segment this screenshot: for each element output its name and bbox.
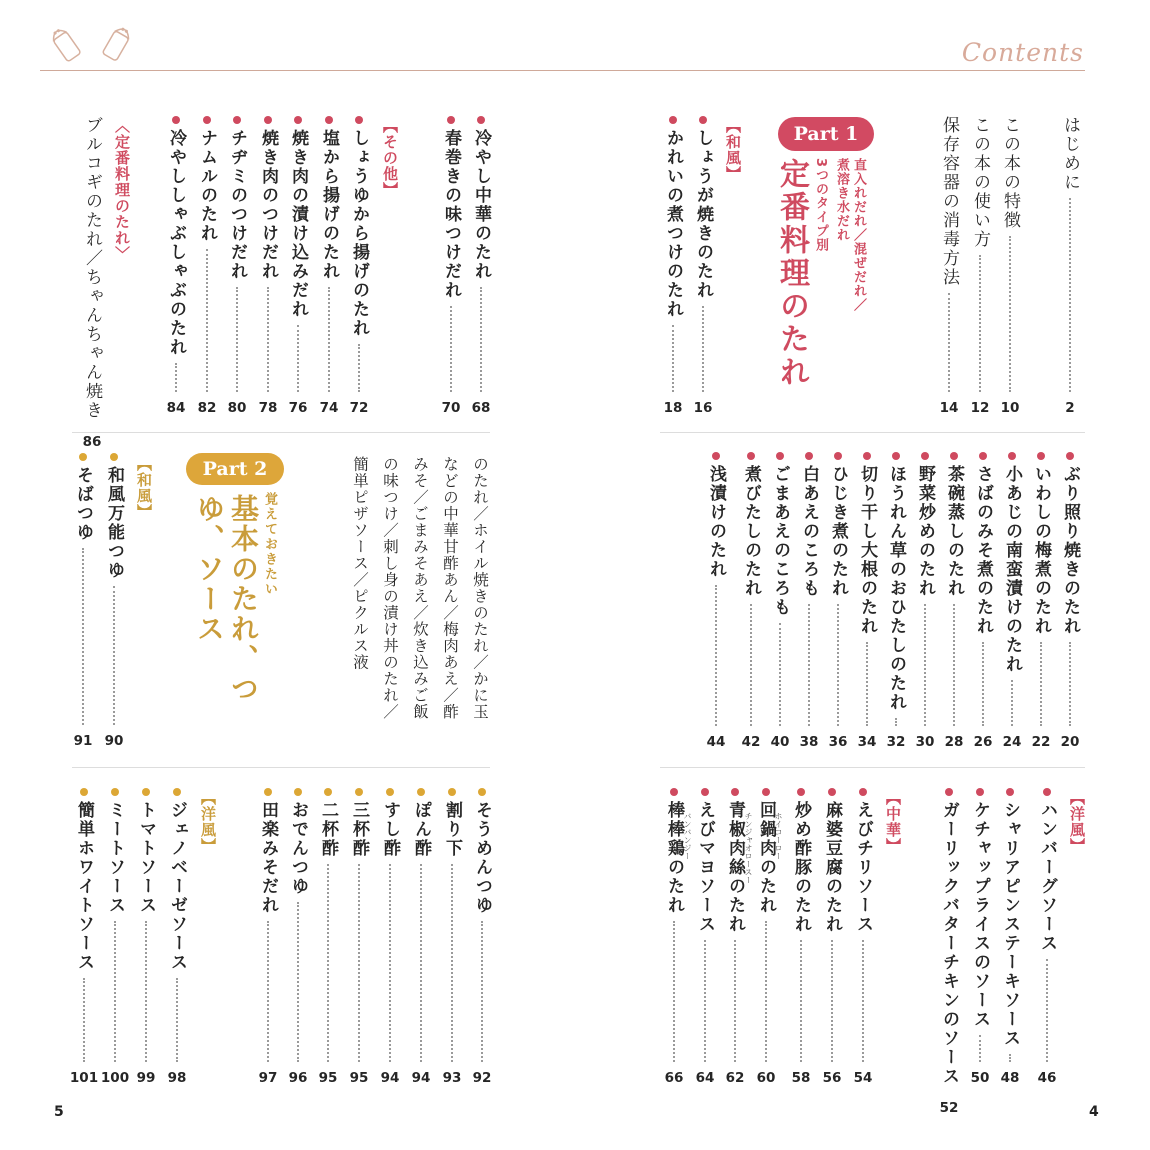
bullet-icon xyxy=(892,452,900,460)
bullet-icon xyxy=(386,788,394,796)
ruby-text: ホイコーロー xyxy=(774,812,783,860)
part2-badge: Part 2 xyxy=(186,453,284,485)
bullet-icon xyxy=(1006,788,1014,796)
toc-entry[interactable] xyxy=(817,788,847,1086)
toc-entry-title: 煮びたしのたれ xyxy=(741,465,761,598)
ruby-text: バンバンジー xyxy=(683,812,692,860)
toc-entry-page: 50 xyxy=(970,1070,990,1086)
bullet-icon xyxy=(417,788,425,796)
leader-dots xyxy=(358,344,360,392)
leader-dots xyxy=(1069,198,1071,392)
leader-dots xyxy=(267,287,269,392)
bullet-icon xyxy=(173,788,181,796)
leader-dots xyxy=(297,902,299,1062)
leader-dots xyxy=(808,604,810,726)
toc-entry[interactable] xyxy=(688,116,718,416)
toc-entry-title: シャリアピンステーキソース xyxy=(1000,801,1020,1048)
leader-dots xyxy=(866,642,868,726)
toc-entry-page: 99 xyxy=(136,1070,156,1086)
leader-dots xyxy=(113,586,115,725)
toc-entry-page: 56 xyxy=(822,1070,842,1086)
toc-entry[interactable] xyxy=(765,452,795,750)
toc-entry[interactable] xyxy=(192,116,222,416)
toc-entry[interactable] xyxy=(659,788,689,1086)
leader-dots xyxy=(82,548,84,725)
toc-entry-page: 72 xyxy=(349,400,369,416)
bullet-icon xyxy=(478,788,486,796)
toc-entry-title: チヂミのつけだれ xyxy=(227,129,247,281)
toc-entry-page: 98 xyxy=(167,1070,187,1086)
toc-entry-page: 54 xyxy=(853,1070,873,1086)
toc-entry-title: 春巻きの味つけだれ xyxy=(441,129,461,300)
toc-entry-title: ほうれん草のおひたしのたれ xyxy=(886,465,906,712)
toc-entry-page: 74 xyxy=(319,400,339,416)
leader-dots xyxy=(451,864,453,1062)
leader-dots xyxy=(715,585,717,726)
leader-dots xyxy=(175,363,177,392)
toc-entry[interactable] xyxy=(437,788,467,1086)
toc-entry-title: おでんつゆ xyxy=(288,801,308,896)
bullet-icon xyxy=(828,788,836,796)
toc-entry-page: 60 xyxy=(756,1070,776,1086)
bullet-icon xyxy=(1037,452,1045,460)
toc-entry[interactable] xyxy=(100,788,130,1086)
bullet-icon xyxy=(477,116,485,124)
bullet-icon xyxy=(945,788,953,796)
leader-dots xyxy=(297,325,299,392)
toc-entry-title: 和風万能つゆ xyxy=(104,466,124,580)
toc-entry-title: 塩から揚げのたれ xyxy=(319,129,339,281)
toc-entry-title: しょうが焼きのたれ xyxy=(693,129,713,300)
leader-dots xyxy=(420,864,422,1062)
toc-entry-title: 切り干し大根のたれ xyxy=(857,465,877,636)
toc-entry-page: 95 xyxy=(349,1070,369,1086)
bullet-icon xyxy=(264,116,272,124)
leader-dots xyxy=(895,718,897,726)
toc-entry[interactable] xyxy=(77,116,107,450)
leader-dots xyxy=(953,604,955,726)
leader-dots xyxy=(450,306,452,392)
bullet-icon xyxy=(203,116,211,124)
leader-dots xyxy=(1046,959,1048,1062)
toc-entry[interactable] xyxy=(314,116,344,416)
separator xyxy=(660,767,1085,768)
leader-dots xyxy=(1069,642,1071,726)
leader-dots xyxy=(480,287,482,392)
toc-entry-page: 82 xyxy=(197,400,217,416)
bullet-icon xyxy=(324,788,332,796)
pepper-shaker-icon xyxy=(96,20,142,64)
toc-entry-page: 97 xyxy=(258,1070,278,1086)
toc-entry-title: 白あえのころも xyxy=(799,465,819,598)
salt-shaker-icon xyxy=(42,20,88,64)
toc-entry-title: 簡単ホワイトソース xyxy=(74,801,94,972)
toc-entry-page: 96 xyxy=(288,1070,308,1086)
toc-entry[interactable] xyxy=(881,452,911,750)
leader-dots xyxy=(765,921,767,1062)
toc-entry-page: 44 xyxy=(706,734,726,750)
bullet-icon xyxy=(1043,788,1051,796)
toc-entry[interactable] xyxy=(283,788,313,1086)
separator xyxy=(72,432,490,433)
bullet-icon xyxy=(233,116,241,124)
leader-dots xyxy=(673,921,675,1062)
leader-dots xyxy=(1011,680,1013,726)
toc-entry-page: 10 xyxy=(1000,400,1020,416)
toc-entry-title: 冷やし中華のたれ xyxy=(471,129,491,281)
bullet-icon xyxy=(447,116,455,124)
part1-subtitle: 直入れだれ／混ぜだれ／ xyxy=(851,158,866,312)
bullet-icon xyxy=(762,788,770,796)
toc-entry-title: ブルコギのたれ／ちゃんちゃん焼き xyxy=(82,116,102,420)
toc-entry[interactable] xyxy=(253,788,283,1086)
leader-dots xyxy=(83,978,85,1062)
toc-entry-page: 2 xyxy=(1065,400,1075,416)
bullet-icon xyxy=(921,452,929,460)
bullet-icon xyxy=(731,788,739,796)
toc-entry-page: 78 xyxy=(258,400,278,416)
toc-entry[interactable] xyxy=(995,116,1025,416)
toc-entry[interactable] xyxy=(313,788,343,1086)
toc-entry-title: 炒め酢豚のたれ xyxy=(791,801,811,934)
toc-entry[interactable] xyxy=(934,116,964,416)
toc-entry[interactable] xyxy=(658,116,688,416)
toc-entry-title: ハンバーグソース xyxy=(1037,801,1057,953)
bullet-icon xyxy=(859,788,867,796)
toc-entry[interactable] xyxy=(939,452,969,750)
leader-dots xyxy=(236,287,238,392)
leader-dots xyxy=(800,940,802,1062)
toc-entry-page: 24 xyxy=(1002,734,1022,750)
toc-entry-title: ひじき煮のたれ xyxy=(828,465,848,598)
toc-entry-title: 茶碗蒸しのたれ xyxy=(944,465,964,598)
toc-entry-title: 冷やししゃぶしゃぶのたれ xyxy=(166,129,186,357)
bullet-icon xyxy=(670,788,678,796)
toc-entry[interactable] xyxy=(965,116,995,416)
bullet-icon xyxy=(747,452,755,460)
bullet-icon xyxy=(979,452,987,460)
toc-entry-page: 100 xyxy=(100,1070,130,1086)
bullet-icon xyxy=(863,452,871,460)
toc-entry[interactable] xyxy=(406,788,436,1086)
category-label: 【洋風】 xyxy=(1068,790,1086,854)
toc-entry-page: 90 xyxy=(104,733,124,749)
toc-entry[interactable] xyxy=(68,453,98,749)
toc-entry-title: 野菜炒めのたれ xyxy=(915,465,935,598)
separator xyxy=(660,432,1085,433)
toc-entry[interactable] xyxy=(997,452,1027,750)
bullet-icon xyxy=(110,453,118,461)
leader-dots xyxy=(114,921,116,1062)
toc-entry-title: 棒棒鶏のたれ xyxy=(664,801,684,915)
toc-entry-page: 70 xyxy=(441,400,461,416)
toc-entry-page: 38 xyxy=(799,734,819,750)
toc-entry-title: そばつゆ xyxy=(73,466,93,542)
leader-dots xyxy=(702,306,704,392)
leader-dots xyxy=(1009,1054,1011,1062)
leader-dots xyxy=(176,978,178,1062)
toc-entry-title: しょうゆから揚げのたれ xyxy=(349,129,369,338)
bullet-icon xyxy=(79,453,87,461)
toc-entry-title: ミートソース xyxy=(105,801,125,915)
part1-subtitle: 3つのタイプ別 xyxy=(813,158,828,253)
leader-dots xyxy=(328,287,330,392)
leader-dots xyxy=(979,255,981,392)
toc-entry-page: 42 xyxy=(741,734,761,750)
leader-dots xyxy=(389,864,391,1062)
leader-dots xyxy=(1040,642,1042,726)
bullet-icon xyxy=(355,788,363,796)
toc-entry-title: ぶり照り焼きのたれ xyxy=(1060,465,1080,636)
toc-entry-title: そうめんつゆ xyxy=(472,801,492,915)
toc-entry-page: 101 xyxy=(69,1070,99,1086)
toc-entry-page: 52 xyxy=(939,1100,959,1116)
toc-entry-title: さばのみそ煮のたれ xyxy=(973,465,993,636)
bullet-icon xyxy=(805,452,813,460)
toc-entry[interactable] xyxy=(222,116,252,416)
bullet-icon xyxy=(834,452,842,460)
bullet-icon xyxy=(294,788,302,796)
toc-entry-title: いわしの梅煮のたれ xyxy=(1031,465,1051,636)
toc-entry[interactable] xyxy=(162,788,192,1086)
top-rule xyxy=(40,70,1085,71)
toc-entry-page: 28 xyxy=(944,734,964,750)
bullet-icon xyxy=(111,788,119,796)
toc-entry-page: 80 xyxy=(227,400,247,416)
category-label: 【その他】 xyxy=(381,118,399,198)
toc-entry-page: 62 xyxy=(725,1070,745,1086)
leader-dots xyxy=(481,921,483,1062)
toc-entry-title: ジェノベーゼソース xyxy=(167,801,187,972)
category-label: 〈定番料理のたれ〉 xyxy=(113,118,131,262)
toc-entry-title: ケチャップライスのソース xyxy=(970,801,990,1029)
toc-entry-title: 二杯酢 xyxy=(318,801,338,858)
category-label: 【和風】 xyxy=(135,456,153,520)
toc-entry[interactable] xyxy=(1055,452,1085,750)
toc-entry-title: かれいの煮つけのたれ xyxy=(663,129,683,319)
toc-entry-page: 93 xyxy=(442,1070,462,1086)
bullet-icon xyxy=(325,116,333,124)
toc-entry-page: 76 xyxy=(288,400,308,416)
toc-entry-title: トマトソース xyxy=(136,801,156,915)
bullet-icon xyxy=(797,788,805,796)
contents-title: Contents xyxy=(961,38,1084,67)
continuation-line: 簡単ピザソース／ピクルス液 xyxy=(351,456,369,671)
toc-entry-title: 割り下 xyxy=(442,801,462,858)
toc-entry[interactable] xyxy=(344,788,374,1086)
toc-entry[interactable] xyxy=(466,116,496,416)
bullet-icon xyxy=(669,116,677,124)
toc-entry[interactable] xyxy=(934,788,964,1116)
bullet-icon xyxy=(294,116,302,124)
toc-entry[interactable] xyxy=(910,452,940,750)
toc-entry[interactable] xyxy=(99,453,129,749)
toc-entry[interactable] xyxy=(852,452,882,750)
toc-entry-page: 34 xyxy=(857,734,877,750)
toc-entry[interactable] xyxy=(848,788,878,1086)
leader-dots xyxy=(145,921,147,1062)
toc-entry[interactable] xyxy=(794,452,824,750)
part1-badge: Part 1 xyxy=(778,117,874,151)
toc-entry[interactable] xyxy=(1026,452,1056,750)
toc-entry[interactable] xyxy=(131,788,161,1086)
bullet-icon xyxy=(950,452,958,460)
toc-entry-page: 46 xyxy=(1037,1070,1057,1086)
page-number-left: 5 xyxy=(54,1104,64,1120)
toc-entry-title: すし酢 xyxy=(380,801,400,858)
toc-entry[interactable] xyxy=(161,116,191,416)
bullet-icon xyxy=(976,788,984,796)
toc-entry[interactable] xyxy=(736,452,766,750)
toc-entry-page: 22 xyxy=(1031,734,1051,750)
toc-entry[interactable] xyxy=(344,116,374,416)
toc-entry[interactable] xyxy=(69,788,99,1086)
toc-entry[interactable] xyxy=(1055,116,1085,416)
leader-dots xyxy=(979,1035,981,1062)
toc-entry-title: 田楽みそだれ xyxy=(258,801,278,915)
leader-dots xyxy=(672,325,674,392)
toc-entry-title: 回鍋肉のたれ xyxy=(756,801,776,915)
toc-entry-page: 64 xyxy=(695,1070,715,1086)
toc-entry[interactable] xyxy=(467,788,497,1086)
category-label: 【中華】 xyxy=(884,790,902,854)
separator xyxy=(72,767,490,768)
leader-dots xyxy=(948,293,950,392)
toc-entry-page: 94 xyxy=(411,1070,431,1086)
leader-dots xyxy=(831,940,833,1062)
bullet-icon xyxy=(776,452,784,460)
toc-entry-page: 58 xyxy=(791,1070,811,1086)
toc-entry-title: 三杯酢 xyxy=(349,801,369,858)
toc-entry[interactable] xyxy=(823,452,853,750)
toc-entry-title: 青椒肉絲のたれ xyxy=(725,801,745,934)
category-label: 【洋風】 xyxy=(199,790,217,854)
toc-entry-page: 84 xyxy=(166,400,186,416)
toc-entry-page: 14 xyxy=(939,400,959,416)
toc-entry-title: この本の使い方 xyxy=(970,116,990,249)
page-number-right: 4 xyxy=(1089,1104,1099,1120)
toc-entry-page: 68 xyxy=(471,400,491,416)
toc-entry-title: 麻婆豆腐のたれ xyxy=(822,801,842,934)
toc-entry-title: えびチリソース xyxy=(853,801,873,934)
toc-entry[interactable] xyxy=(375,788,405,1086)
leader-dots xyxy=(327,864,329,1062)
toc-entry-page: 95 xyxy=(318,1070,338,1086)
bullet-icon xyxy=(80,788,88,796)
toc-entry-page: 40 xyxy=(770,734,790,750)
toc-entry[interactable] xyxy=(690,788,720,1086)
toc-entry-page: 48 xyxy=(1000,1070,1020,1086)
leader-dots xyxy=(734,940,736,1062)
toc-entry-title: ガーリックバターチキンのソース xyxy=(939,801,959,1086)
leader-dots xyxy=(779,623,781,726)
toc-entry-title: ぽん酢 xyxy=(411,801,431,858)
continuation-line: の味つけ／刺し身の漬け丼のたれ／ xyxy=(381,456,399,720)
toc-entry-title: えびマヨソース xyxy=(695,801,715,934)
toc-entry[interactable] xyxy=(253,116,283,416)
continuation-line: などの中華甘酢あん／梅肉あえ／酢 xyxy=(441,456,459,720)
toc-entry-page: 86 xyxy=(82,434,102,450)
toc-entry-page: 18 xyxy=(663,400,683,416)
toc-entry-page: 30 xyxy=(915,734,935,750)
toc-entry[interactable] xyxy=(965,788,995,1086)
category-label: 【和風】 xyxy=(724,118,742,182)
toc-entry-title: 浅漬けのたれ xyxy=(706,465,726,579)
part2-subtitle: 覚えておきたい xyxy=(262,492,277,597)
continuation-line: のたれ／ホイル焼きのたれ／かに玉 xyxy=(471,456,489,720)
toc-entry[interactable] xyxy=(786,788,816,1086)
toc-entry[interactable] xyxy=(995,788,1025,1086)
leader-dots xyxy=(982,642,984,726)
toc-entry-page: 12 xyxy=(970,400,990,416)
toc-entry-title: ごまあえのころも xyxy=(770,465,790,617)
leader-dots xyxy=(924,604,926,726)
toc-entry-title: 保存容器の消毒方法 xyxy=(939,116,959,287)
bullet-icon xyxy=(448,788,456,796)
bullet-icon xyxy=(1008,452,1016,460)
leader-dots xyxy=(358,864,360,1062)
part2-title: 基本のたれ、つゆ、ソース xyxy=(193,494,260,704)
leader-dots xyxy=(862,940,864,1062)
toc-entry[interactable] xyxy=(283,116,313,416)
toc-entry[interactable] xyxy=(701,452,731,750)
ruby-text: チンジャオロースー xyxy=(744,812,753,884)
bullet-icon xyxy=(264,788,272,796)
leader-dots xyxy=(704,940,706,1062)
toc-entry-page: 92 xyxy=(472,1070,492,1086)
bullet-icon xyxy=(701,788,709,796)
toc-entry-title: 焼き肉の漬け込みだれ xyxy=(288,129,308,319)
toc-entry[interactable] xyxy=(968,452,998,750)
continuation-line: みそ／ごまみそあえ／炊き込みご飯 xyxy=(411,456,429,720)
toc-entry-title: はじめに xyxy=(1060,116,1080,192)
toc-entry[interactable] xyxy=(436,116,466,416)
bullet-icon xyxy=(355,116,363,124)
leader-dots xyxy=(206,249,208,392)
toc-entry-page: 32 xyxy=(886,734,906,750)
leader-dots xyxy=(267,921,269,1062)
toc-entry-page: 20 xyxy=(1060,734,1080,750)
toc-entry-page: 91 xyxy=(73,733,93,749)
toc-entry-page: 16 xyxy=(693,400,713,416)
bullet-icon xyxy=(699,116,707,124)
toc-entry[interactable] xyxy=(1032,788,1062,1086)
leader-dots xyxy=(750,604,752,726)
bullet-icon xyxy=(142,788,150,796)
bullet-icon xyxy=(712,452,720,460)
leader-dots xyxy=(1009,236,1011,392)
toc-entry-title: 小あじの南蛮漬けのたれ xyxy=(1002,465,1022,674)
part1-title: 定番料理のたれ xyxy=(774,158,809,389)
bullet-icon xyxy=(172,116,180,124)
toc-entry-title: ナムルのたれ xyxy=(197,129,217,243)
bullet-icon xyxy=(1066,452,1074,460)
toc-entry-title: この本の特徴 xyxy=(1000,116,1020,230)
part1-subtitle: 煮溶き水だれ xyxy=(834,158,849,242)
toc-entry-page: 26 xyxy=(973,734,993,750)
toc-entry-title: 焼き肉のつけだれ xyxy=(258,129,278,281)
toc-entry-page: 36 xyxy=(828,734,848,750)
toc-entry-page: 66 xyxy=(664,1070,684,1086)
toc-entry-page: 94 xyxy=(380,1070,400,1086)
leader-dots xyxy=(837,604,839,726)
